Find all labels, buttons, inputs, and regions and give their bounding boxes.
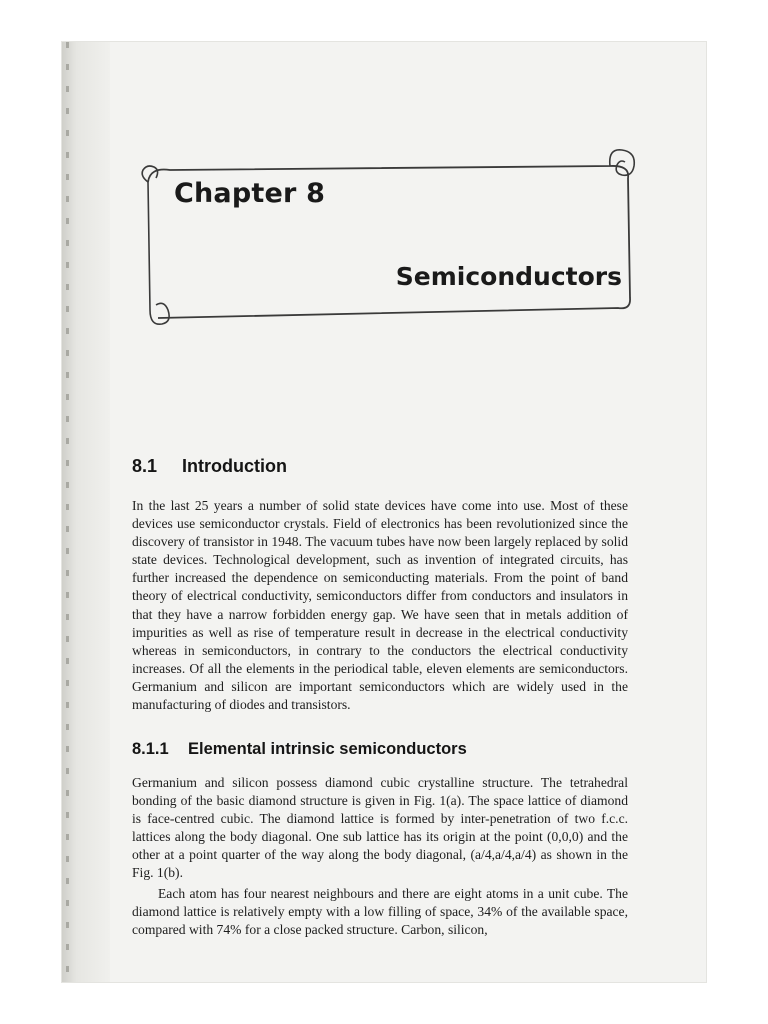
subsection-title: Elemental intrinsic semiconductors — [188, 740, 467, 758]
subsection-number: 8.1.1 — [132, 740, 169, 758]
body-paragraph: In the last 25 years a number of solid state devices have come into use. Most of these devices use semiconductor crystals. Field of electronics has been revolutionized since the discovery of transistor in 1948. The vacuum tubes have now been largely replaced by solid state devices. Technological development, such as invention of integrated circuits, has further increased the dependence on semiconducting materials. From the point of band theory of electrical conductivity, semiconductors differ from conductors and insulators in that they have a narrow forbidden energy gap. We have seen that in metals addition of impurities as well as rise of temperature result in decrease in the electrical conductivity whereas in semiconductors, in contrary to the conductors the electrical conductivity increases. Of all the elements in the periodical table, eleven elements are semiconductors. Germanium and silicon are important semiconductors which are widely used in the manufacturing of diodes and transistors. — [132, 498, 628, 713]
section-heading — [132, 456, 287, 477]
chapter-number: Chapter 8 — [174, 178, 326, 209]
section-title: Introduction — [182, 456, 287, 476]
chapter-title: Semiconductors — [395, 262, 622, 291]
section-number: 8.1 — [132, 456, 158, 476]
page-binding-edge — [62, 42, 110, 982]
subsection-heading — [132, 740, 467, 759]
body-paragraph: Germanium and silicon possess diamond cubic crystalline structure. The tetrahedral bonding of the basic diamond structure is given in Fig. 1(a). The space lattice of diamond is face-centred cubic. The diamond lattice is formed by inter-penetration of two f.c.c. lattices along the body diagonal. One sub lattice has its origin at the point (0,0,0) and the other at a point quarter of the way along the body diagonal, (a/4,a/4,a/4) as shown in the Fig. 1(b). — [132, 775, 628, 881]
body-paragraph: Each atom has four nearest neighbours and there are eight atoms in a unit cube. The diamond lattice is relatively empty with a low filling of space, 34% of the available space, compared with 74% for a close packed structure. Carbon, silicon, — [132, 886, 628, 938]
chapter-scroll-banner — [130, 140, 642, 332]
